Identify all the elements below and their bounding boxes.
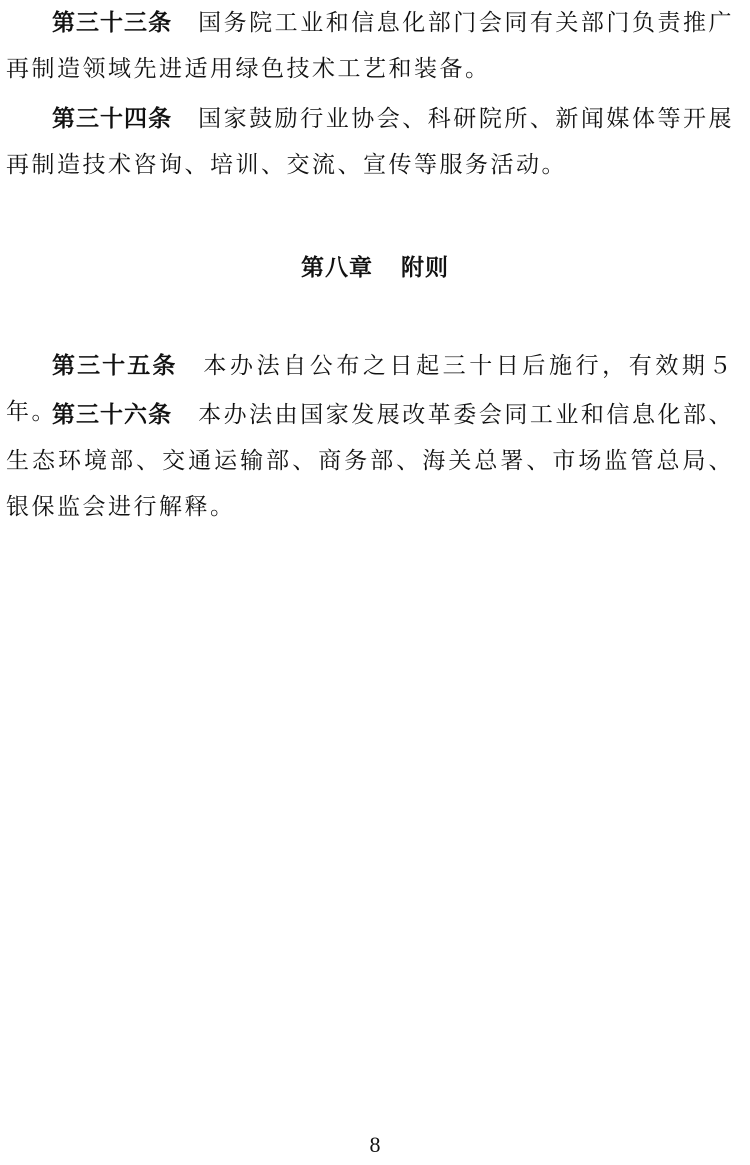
chapter-title: 附则 bbox=[401, 255, 449, 281]
article-number: 第三十五条 bbox=[52, 353, 178, 379]
article-33 bbox=[6, 0, 734, 92]
chapter-number: 第八章 bbox=[301, 255, 373, 281]
page-number: 8 bbox=[369, 1132, 381, 1157]
article-number: 第三十三条 bbox=[52, 10, 173, 36]
article-36 bbox=[6, 392, 734, 530]
article-34 bbox=[6, 96, 734, 188]
article-text: 国家鼓励行业协会、科研院所、新闻媒体等开展再制造技术咨询、培训、交流、宣传等服务活动。 bbox=[6, 106, 735, 178]
article-text: 本办法由国家发展改革委会同工业和信息化部、生态环境部、交通运输部、商务部、海关总署、市场监管总局、银保监会进行解释。 bbox=[6, 402, 735, 520]
article-text: 本办法自公布之日起三十日后施行，有效期５年。 bbox=[6, 353, 735, 425]
article-number: 第三十四条 bbox=[52, 106, 173, 132]
article-text: 国务院工业和信息化部门会同有关部门负责推广再制造领域先进适用绿色技术工艺和装备。 bbox=[6, 10, 735, 82]
article-number: 第三十六条 bbox=[52, 402, 173, 428]
chapter-heading bbox=[0, 245, 750, 291]
